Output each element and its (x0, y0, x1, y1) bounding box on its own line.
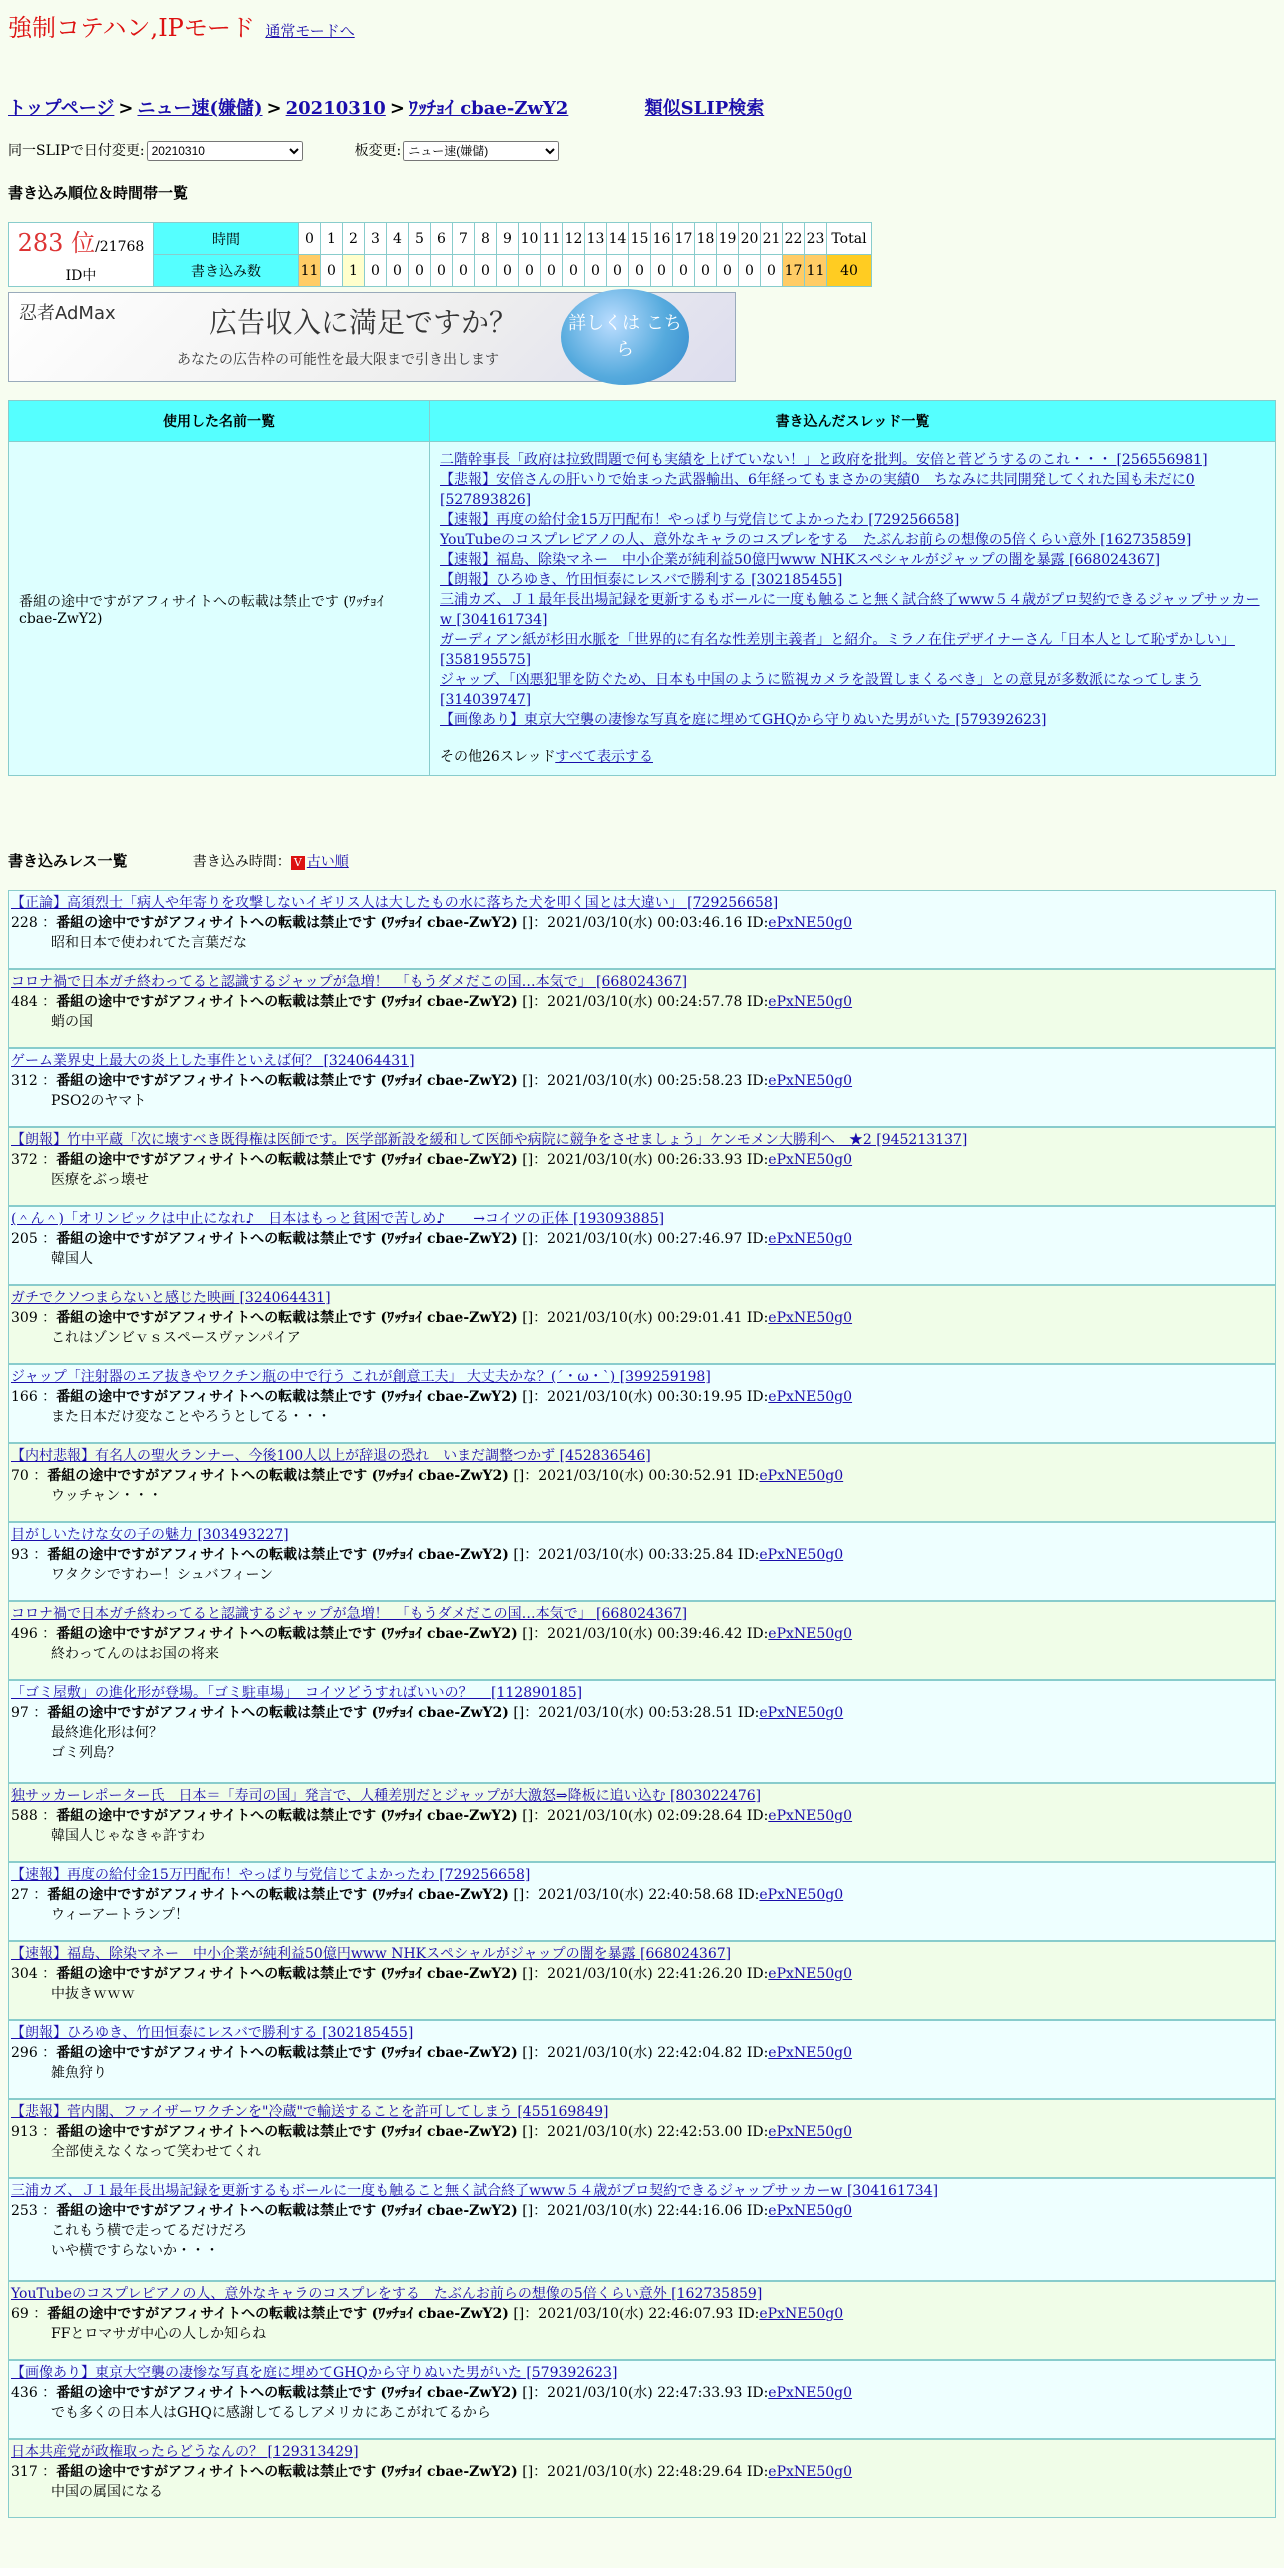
ad-logo: 忍者AdMax (19, 303, 116, 324)
response-trip: (ﾜｯﾁｮｲ cbae-ZwY2) (371, 1887, 509, 1903)
response-meta: 913 ：番組の途中ですがアフィサイトへの転載は禁止です (ﾜｯﾁｮｲ cbae-ZwY2) []：2021/03/10(水) 22:42:53.00 ID:ePxNE50g0 (11, 2124, 853, 2140)
response-time: 2021/03/10(水) 00:53:28.51 (538, 1705, 734, 1721)
response-time: 2021/03/10(水) 00:33:25.84 (538, 1547, 734, 1563)
response-thread-link[interactable]: 独サッカーレポーター氏 日本＝「寿司の国」発言で、人種差別だとジャップが大激怒⇒降板に追い込む [803022476] (11, 1788, 762, 1804)
response-number: 253 (11, 2203, 38, 2219)
hour-cell: 17 (673, 223, 695, 255)
response-time: 2021/03/10(水) 02:09:28.64 (547, 1808, 743, 1824)
rank-table (8, 222, 872, 287)
response-time: 2021/03/10(水) 00:26:33.93 (547, 1152, 743, 1168)
response-number: 312 (11, 1073, 38, 1089)
more-threads-count: その他26スレッド (440, 749, 556, 765)
response-body: 韓国人 (51, 1251, 93, 1267)
response-id-link[interactable]: ePxNE50g0 (759, 2306, 844, 2322)
mode-title: 強制コテハン,IPモード (8, 14, 255, 42)
response-trip: (ﾜｯﾁｮｲ cbae-ZwY2) (371, 1705, 509, 1721)
response-body: 全部使えなくなって笑わせてくれ (51, 2144, 261, 2160)
hour-cell: 8 (475, 223, 497, 255)
response-trip: (ﾜｯﾁｮｲ cbae-ZwY2) (380, 1389, 518, 1405)
response-id-link[interactable]: ePxNE50g0 (768, 915, 853, 931)
response-meta: 205 ：番組の途中ですがアフィサイトへの転載は禁止です (ﾜｯﾁｮｲ cbae-ZwY2) []：2021/03/10(水) 00:27:46.97 ID:ePxNE50g0 (11, 1231, 853, 1247)
response-thread-link[interactable]: ゲーム業界史上最大の炎上した事件といえば何？ [324064431] (11, 1053, 415, 1069)
response-thread-link[interactable]: ジャップ「注射器のエア抜きやワクチン瓶の中で行う これが創意工夫」 大丈夫かな？(´・ω・`) [399259198] (11, 1369, 711, 1385)
response-body: これもう横で走ってるだけだろ いや横ですらないか・・・ (51, 2223, 247, 2259)
ad-subtext: あなたの広告枠の可能性を最大限まで引き出します (177, 352, 499, 368)
count-cell: 0 (629, 255, 651, 287)
response-thread-link[interactable]: 【速報】福島、除染マネー 中小企業が純利益50億円www NHKスペシャルがジャップの闇を暴露 [668024367] (11, 1946, 732, 1962)
response-id-link[interactable]: ePxNE50g0 (768, 1152, 853, 1168)
hour-cell: 2 (343, 223, 365, 255)
response-author: 番組の途中ですがアフィサイトへの転載は禁止です (47, 1547, 368, 1563)
count-cell: 0 (519, 255, 541, 287)
response-trip: (ﾜｯﾁｮｲ cbae-ZwY2) (380, 1966, 518, 1982)
response-trip: (ﾜｯﾁｮｲ cbae-ZwY2) (380, 2203, 518, 2219)
response-author: 番組の途中ですがアフィサイトへの転載は禁止です (56, 994, 377, 1010)
hour-cell: 7 (453, 223, 475, 255)
response-body: 雑魚狩り (51, 2065, 107, 2081)
hour-cell: 15 (629, 223, 651, 255)
response-meta: 97 ：番組の途中ですがアフィサイトへの転載は禁止です (ﾜｯﾁｮｲ cbae-ZwY2) []：2021/03/10(水) 00:53:28.51 ID:ePxNE50g0 (11, 1705, 844, 1721)
count-cell: 11 (299, 255, 321, 287)
response-id-link[interactable]: ePxNE50g0 (768, 2124, 853, 2140)
response-number: 27 (11, 1887, 29, 1903)
ad-details-label: 詳しくは こちら (568, 313, 682, 360)
response-time: 2021/03/10(水) 22:40:58.68 (538, 1887, 734, 1903)
thread-link[interactable]: 【速報】福島、除染マネー 中小企業が純利益50億円www NHKスペシャルがジャップの闇を暴露 [668024367] (440, 552, 1161, 568)
response-thread-link[interactable]: 【速報】再度の給付金15万円配布！やっぱり与党信じてよかったわ [729256658] (11, 1867, 531, 1883)
response-id-link[interactable]: ePxNE50g0 (768, 1231, 853, 1247)
date-select[interactable] (147, 141, 303, 161)
hour-cell: 4 (387, 223, 409, 255)
hour-cell: 21 (761, 223, 783, 255)
response-author: 番組の途中ですがアフィサイトへの転載は禁止です (56, 1231, 377, 1247)
response-id-link[interactable]: ePxNE50g0 (768, 1966, 853, 1982)
response-id-link[interactable]: ePxNE50g0 (768, 2464, 853, 2480)
response-time: 2021/03/10(水) 00:30:19.95 (547, 1389, 743, 1405)
response-id-link[interactable]: ePxNE50g0 (768, 1073, 853, 1089)
response-item (8, 1285, 1276, 1364)
response-body: PSO2のヤマト (51, 1093, 147, 1109)
response-item (8, 1941, 1276, 2020)
response-trip: (ﾜｯﾁｮｲ cbae-ZwY2) (371, 1468, 509, 1484)
count-cell: 0 (607, 255, 629, 287)
response-number: 69 (11, 2306, 29, 2322)
response-number: 588 (11, 1808, 38, 1824)
response-item (8, 1443, 1276, 1522)
hour-cell: 9 (497, 223, 519, 255)
response-number: 317 (11, 2464, 38, 2480)
response-meta: 436 ：番組の途中ですがアフィサイトへの転載は禁止です (ﾜｯﾁｮｲ cbae-ZwY2) []：2021/03/10(水) 22:47:33.93 ID:ePxNE50g0 (11, 2385, 853, 2401)
count-label: 書き込み数 (154, 255, 299, 287)
response-id-link[interactable]: ePxNE50g0 (768, 994, 853, 1010)
normal-mode-link[interactable]: 通常モードへ (265, 22, 355, 40)
response-id-link[interactable]: ePxNE50g0 (768, 1626, 853, 1642)
order-label: 書き込み時間： (192, 854, 291, 870)
response-meta: 70 ：番組の途中ですがアフィサイトへの転載は禁止です (ﾜｯﾁｮｲ cbae-ZwY2) []：2021/03/10(水) 00:30:52.91 ID:ePxNE50g0 (11, 1468, 844, 1484)
response-number: 309 (11, 1310, 38, 1326)
selectors-bar (8, 140, 559, 161)
response-id-link[interactable]: ePxNE50g0 (759, 1547, 844, 1563)
response-body: FFとロマサガ中心の人しか知らね (51, 2326, 267, 2342)
hour-cell: 19 (717, 223, 739, 255)
response-body: 中国の属国になる (51, 2484, 163, 2500)
response-body: 最終進化形は何？ ゴミ列島？ (51, 1725, 163, 1761)
response-item (8, 1364, 1276, 1443)
hour-cell: 1 (321, 223, 343, 255)
response-thread-link[interactable]: 【正論】高須烈士「病人や年寄りを攻撃しないイギリス人は大したもの水に落ちた犬を叩く国とは大違い」 [729256658] (11, 895, 779, 911)
response-body: 昭和日本で使われてた言葉だな (51, 935, 247, 951)
response-body: 医療をぶっ壊せ (51, 1172, 149, 1188)
count-cell: 0 (585, 255, 607, 287)
response-meta: 93 ：番組の途中ですがアフィサイトへの転載は禁止です (ﾜｯﾁｮｲ cbae-ZwY2) []：2021/03/10(水) 00:33:25.84 ID:ePxNE50g0 (11, 1547, 844, 1563)
response-meta: 253 ：番組の途中ですがアフィサイトへの転載は禁止です (ﾜｯﾁｮｲ cbae-ZwY2) []：2021/03/10(水) 22:44:16.06 ID:ePxNE50g0 (11, 2203, 853, 2219)
response-thread-link[interactable]: 【朗報】ひろゆき、竹田恒泰にレスバで勝利する [302185455] (11, 2025, 414, 2041)
hour-cell: 13 (585, 223, 607, 255)
response-meta: 588 ：番組の途中ですがアフィサイトへの転載は禁止です (ﾜｯﾁｮｲ cbae-ZwY2) []：2021/03/10(水) 02:09:28.64 ID:ePxNE50g0 (11, 1808, 853, 1824)
response-time: 2021/03/10(水) 00:03:46.16 (547, 915, 743, 931)
response-meta: 296 ：番組の途中ですがアフィサイトへの転載は禁止です (ﾜｯﾁｮｲ cbae-ZwY2) []：2021/03/10(水) 22:42:04.82 ID:ePxNE50g0 (11, 2045, 853, 2061)
response-trip: (ﾜｯﾁｮｲ cbae-ZwY2) (380, 2045, 518, 2061)
responses-heading: 書き込みレス一覧 (8, 852, 128, 870)
response-item (8, 890, 1276, 969)
response-trip: (ﾜｯﾁｮｲ cbae-ZwY2) (380, 1152, 518, 1168)
breadcrumb-board[interactable]: ニュー速(嫌儲) (137, 98, 263, 119)
response-thread-link[interactable]: 日本共産党が政権取ったらどうなんの？ [129313429] (11, 2444, 359, 2460)
hour-cell: 6 (431, 223, 453, 255)
count-cell: 1 (343, 255, 365, 287)
response-time: 2021/03/10(水) 22:47:33.93 (547, 2385, 743, 2401)
response-time: 2021/03/10(水) 22:44:16.06 (547, 2203, 743, 2219)
response-meta: 312 ：番組の途中ですがアフィサイトへの転載は禁止です (ﾜｯﾁｮｲ cbae-ZwY2) []：2021/03/10(水) 00:25:58.23 ID:ePxNE50g0 (11, 1073, 853, 1089)
response-number: 496 (11, 1626, 38, 1642)
response-time: 2021/03/10(水) 22:41:26.20 (547, 1966, 743, 1982)
response-author: 番組の途中ですがアフィサイトへの転載は禁止です (47, 1887, 368, 1903)
response-thread-link[interactable]: 【朗報】竹中平蔵「次に壊すべき既得権は医師です。医学部新設を緩和して医師や病院に競争をさせましょう」ケンモメン大勝利へ ★2 [945213137] (11, 1132, 968, 1148)
thread-link[interactable]: 【悲報】安倍さんの肝いりで始まった武器輸出、6年経ってもまさかの実績0 ちなみに共同開発してくれた国も未だに0 [527893826] (440, 472, 1195, 508)
response-list (8, 890, 1276, 2518)
page-header (8, 8, 355, 43)
thread-link[interactable]: 三浦カズ、Ｊ１最年長出場記録を更新するもボールに一度も触ること無く試合終了www５４歳がプロ契約できるジャップサッカーw [304161734] (440, 592, 1260, 628)
ad-headline: 広告収入に満足ですか？ (209, 306, 518, 339)
response-trip: (ﾜｯﾁｮｲ cbae-ZwY2) (371, 2306, 509, 2322)
response-id-link[interactable]: ePxNE50g0 (768, 1310, 853, 1326)
response-author: 番組の途中ですがアフィサイトへの転載は禁止です (56, 1808, 377, 1824)
response-time: 2021/03/10(水) 00:27:46.97 (547, 1231, 743, 1247)
time-label: 時間 (154, 223, 299, 255)
response-author: 番組の途中ですがアフィサイトへの転載は禁止です (56, 2124, 377, 2140)
response-number: 93 (11, 1547, 29, 1563)
response-time: 2021/03/10(水) 22:42:04.82 (547, 2045, 743, 2061)
response-item (8, 1862, 1276, 1941)
ad-details-button[interactable] (561, 289, 689, 385)
response-thread-link[interactable]: YouTubeのコスプレピアノの人、意外なキャラのコスプレをする たぶんお前らの想像の5倍くらい意外 [162735859] (11, 2286, 763, 2302)
hour-cell-total: Total (827, 223, 872, 255)
response-id-link[interactable]: ePxNE50g0 (768, 1389, 853, 1405)
thread-link[interactable]: YouTubeのコスプレピアノの人、意外なキャラのコスプレをする たぶんお前らの想像の5倍くらい意外 [162735859] (440, 532, 1192, 548)
response-item (8, 1783, 1276, 1862)
response-item (8, 1601, 1276, 1680)
response-author: 番組の途中ですがアフィサイトへの転載は禁止です (47, 1468, 368, 1484)
count-cell: 11 (805, 255, 827, 287)
response-item (8, 2439, 1276, 2518)
response-meta: 166 ：番組の途中ですがアフィサイトへの転載は禁止です (ﾜｯﾁｮｲ cbae-ZwY2) []：2021/03/10(水) 00:30:19.95 ID:ePxNE50g0 (11, 1389, 853, 1405)
response-trip: (ﾜｯﾁｮｲ cbae-ZwY2) (380, 915, 518, 931)
response-body: 終わってんのはお国の将来 (51, 1646, 219, 1662)
rank-value: 283 位 (17, 229, 96, 257)
hour-cell: 12 (563, 223, 585, 255)
rank-cell (9, 223, 154, 287)
response-thread-link[interactable]: 【画像あり】東京大空襲の凄惨な写真を庭に埋めてGHQから守りぬいた男がいた [579392623] (11, 2365, 618, 2381)
response-author: 番組の途中ですがアフィサイトへの転載は禁止です (56, 1389, 377, 1405)
response-author: 番組の途中ですがアフィサイトへの転載は禁止です (56, 915, 377, 931)
order-control (193, 854, 349, 870)
count-cell: 0 (431, 255, 453, 287)
breadcrumb-name[interactable]: ﾜｯﾁｮｲ cbae-ZwY2 (408, 98, 569, 119)
responses-heading-bar (8, 850, 349, 871)
thread-link[interactable]: 二階幹事長「政府は拉致問題で何も実績を上げていない！」と政府を批判。安倍と菅どうするのこれ・・・ [256556981] (440, 452, 1208, 468)
count-cell: 0 (739, 255, 761, 287)
response-number: 484 (11, 994, 38, 1010)
response-item (8, 1048, 1276, 1127)
response-meta: 304 ：番組の途中ですがアフィサイトへの転載は禁止です (ﾜｯﾁｮｲ cbae-ZwY2) []：2021/03/10(水) 22:41:26.20 ID:ePxNE50g0 (11, 1966, 853, 1982)
response-id-link[interactable]: ePxNE50g0 (768, 2203, 853, 2219)
response-id-link[interactable]: ePxNE50g0 (759, 1887, 844, 1903)
breadcrumb-date[interactable]: 20210310 (285, 98, 386, 119)
response-meta: 484 ：番組の途中ですがアフィサイトへの転載は禁止です (ﾜｯﾁｮｲ cbae-ZwY2) []：2021/03/10(水) 00:24:57.78 ID:ePxNE50g0 (11, 994, 853, 1010)
response-time: 2021/03/10(水) 22:42:53.00 (547, 2124, 743, 2140)
response-author: 番組の途中ですがアフィサイトへの転載は禁止です (56, 2045, 377, 2061)
response-thread-link[interactable]: 三浦カズ、Ｊ１最年長出場記録を更新するもボールに一度も触ること無く試合終了www５４歳がプロ契約できるジャップサッカーw [304161734] (11, 2183, 939, 2199)
thread-list (430, 442, 1276, 776)
count-cell: 0 (541, 255, 563, 287)
thread-link[interactable]: 【朗報】ひろゆき、竹田恒泰にレスバで勝利する [302185455] (440, 572, 843, 588)
hour-cell: 10 (519, 223, 541, 255)
response-time: 2021/03/10(水) 22:46:07.93 (538, 2306, 734, 2322)
response-item (8, 2099, 1276, 2178)
response-id-link[interactable]: ePxNE50g0 (759, 1468, 844, 1484)
hour-cell: 5 (409, 223, 431, 255)
response-number: 304 (11, 1966, 38, 1982)
count-cell: 0 (563, 255, 585, 287)
count-cell: 0 (673, 255, 695, 287)
count-cell: 0 (761, 255, 783, 287)
breadcrumb: トップページ > ニュー速(嫌儲) > 20210310 > ﾜｯﾁｮｲ cbae-ZwY2 類似SLIP検索 (8, 98, 765, 119)
response-meta: 317 ：番組の途中ですがアフィサイトへの転載は禁止です (ﾜｯﾁｮｲ cbae-ZwY2) []：2021/03/10(水) 22:48:29.64 ID:ePxNE50g0 (11, 2464, 853, 2480)
response-id-link[interactable]: ePxNE50g0 (768, 2045, 853, 2061)
response-author: 番組の途中ですがアフィサイトへの転載は禁止です (56, 1626, 377, 1642)
hour-cell: 14 (607, 223, 629, 255)
rank-total: /21768 ID中 (65, 239, 145, 284)
response-thread-link[interactable]: (＾ん＾)「オリンピックは中止になれ♪ 日本はもっと貧困で苦しめ♪ →コイツの正体 [193093885] (11, 1211, 665, 1227)
response-thread-link[interactable]: ガチでクソつまらないと感じた映画 [324064431] (11, 1290, 331, 1306)
hour-cell: 16 (651, 223, 673, 255)
response-item (8, 1206, 1276, 1285)
response-meta: 228 ：番組の途中ですがアフィサイトへの転載は禁止です (ﾜｯﾁｮｲ cbae-ZwY2) []：2021/03/10(水) 00:03:46.16 ID:ePxNE50g0 (11, 915, 853, 931)
response-meta: 496 ：番組の途中ですがアフィサイトへの転載は禁止です (ﾜｯﾁｮｲ cbae-ZwY2) []：2021/03/10(水) 00:39:46.42 ID:ePxNE50g0 (11, 1626, 853, 1642)
count-cell: 0 (717, 255, 739, 287)
response-item (8, 2178, 1276, 2281)
used-name: 番組の途中ですがアフィサイトへの転載は禁止です (ﾜｯﾁｮｲ cbae-ZwY2) (9, 442, 430, 776)
thread-link[interactable]: 【速報】再度の給付金15万円配布！やっぱり与党信じてよかったわ [729256658] (440, 512, 960, 528)
response-trip: (ﾜｯﾁｮｲ cbae-ZwY2) (380, 2124, 518, 2140)
response-number: 296 (11, 2045, 38, 2061)
count-cell: 0 (497, 255, 519, 287)
response-time: 2021/03/10(水) 00:39:46.42 (547, 1626, 743, 1642)
count-cell: 17 (783, 255, 805, 287)
names-header: 使用した名前一覧 (9, 401, 430, 442)
response-thread-link[interactable]: 「ゴミ屋敷」の進化形が登場。「ゴミ駐車場」 コイツどうすればいいの？ [112890185] (11, 1685, 583, 1701)
response-body: でも多くの日本人はGHQに感謝してるしアメリカにあこがれてるから (51, 2405, 491, 2421)
response-item (8, 1127, 1276, 1206)
response-body: ウィーアートランプ！ (51, 1907, 190, 1923)
response-body: 中抜きｗｗｗ (51, 1986, 135, 2002)
response-author: 番組の途中ですがアフィサイトへの転載は禁止です (56, 1966, 377, 1982)
response-trip: (ﾜｯﾁｮｲ cbae-ZwY2) (371, 1547, 509, 1563)
response-body: ワタクシですわー！シュバフィーン (51, 1567, 274, 1583)
response-meta: 372 ：番組の途中ですがアフィサイトへの転載は禁止です (ﾜｯﾁｮｲ cbae-ZwY2) []：2021/03/10(水) 00:26:33.93 ID:ePxNE50g0 (11, 1152, 853, 1168)
rank-heading: 書き込み順位＆時間帯一覧 (8, 184, 189, 202)
response-author: 番組の途中ですがアフィサイトへの転載は禁止です (56, 1073, 377, 1089)
count-cell: 0 (453, 255, 475, 287)
count-cell: 0 (365, 255, 387, 287)
sort-v-icon: V (291, 856, 305, 870)
response-author: 番組の途中ですがアフィサイトへの転載は禁止です (56, 1310, 377, 1326)
thread-link[interactable]: ガーディアン紙が杉田水脈を「世界的に有名な性差別主義者」と紹介。ミラノ在住デザイナーさん「日本人として恥ずかしい」 [358195575] (440, 632, 1235, 668)
breadcrumb-top[interactable]: トップページ (8, 98, 115, 119)
show-all-threads-link[interactable]: すべて表示する (555, 749, 653, 765)
response-body: また日本だけ変なことやろうとしてる・・・ (51, 1409, 331, 1425)
hour-cell: 22 (783, 223, 805, 255)
response-item (8, 1680, 1276, 1783)
count-cell: 0 (695, 255, 717, 287)
response-author: 番組の途中ですがアフィサイトへの転載は禁止です (47, 1705, 368, 1721)
response-id-link[interactable]: ePxNE50g0 (768, 1808, 853, 1824)
response-thread-link[interactable]: 目がしいたけな女の子の魅力 [303493227] (11, 1527, 289, 1543)
response-body: 韓国人じゃなきゃ許すわ (51, 1828, 205, 1844)
response-time: 2021/03/10(水) 00:29:01.41 (547, 1310, 743, 1326)
response-number: 228 (11, 915, 38, 931)
response-number: 913 (11, 2124, 38, 2140)
more-threads (440, 746, 1265, 767)
response-trip: (ﾜｯﾁｮｲ cbae-ZwY2) (380, 1626, 518, 1642)
response-trip: (ﾜｯﾁｮｲ cbae-ZwY2) (380, 1808, 518, 1824)
response-meta: 309 ：番組の途中ですがアフィサイトへの転載は禁止です (ﾜｯﾁｮｲ cbae-ZwY2) []：2021/03/10(水) 00:29:01.41 ID:ePxNE50g0 (11, 1310, 853, 1326)
response-item (8, 2020, 1276, 2099)
hour-cell: 0 (299, 223, 321, 255)
similar-slip-search-link[interactable]: 類似SLIP検索 (644, 98, 765, 119)
response-trip: (ﾜｯﾁｮｲ cbae-ZwY2) (380, 994, 518, 1010)
threads-header: 書き込んだスレッド一覧 (430, 401, 1276, 442)
response-author: 番組の途中ですがアフィサイトへの転載は禁止です (56, 1152, 377, 1168)
response-author: 番組の途中ですがアフィサイトへの転載は禁止です (47, 2306, 368, 2322)
count-cell: 0 (387, 255, 409, 287)
response-trip: (ﾜｯﾁｮｲ cbae-ZwY2) (380, 1073, 518, 1089)
response-body: これはゾンビｖｓスペースヴァンパイア (51, 1330, 301, 1346)
response-author: 番組の途中ですがアフィサイトへの転載は禁止です (56, 2203, 377, 2219)
response-number: 205 (11, 1231, 38, 1247)
response-trip: (ﾜｯﾁｮｲ cbae-ZwY2) (380, 2464, 518, 2480)
hour-cell: 11 (541, 223, 563, 255)
hour-cell: 20 (739, 223, 761, 255)
response-trip: (ﾜｯﾁｮｲ cbae-ZwY2) (380, 1231, 518, 1247)
response-thread-link[interactable]: 【悲報】菅内閣、ファイザーワクチンを"冷蔵"で輸送することを許可してしまう [455169849] (11, 2104, 609, 2120)
response-time: 2021/03/10(水) 00:30:52.91 (538, 1468, 734, 1484)
hour-cell: 3 (365, 223, 387, 255)
response-number: 372 (11, 1152, 38, 1168)
response-time: 2021/03/10(水) 00:25:58.23 (547, 1073, 743, 1089)
response-thread-link[interactable]: 【内村悲報】有名人の聖火ランナー、今後100人以上が辞退の恐れ いまだ調整つかず [452836546] (11, 1448, 651, 1464)
response-item (8, 1522, 1276, 1601)
thread-link[interactable]: 【画像あり】東京大空襲の凄惨な写真を庭に埋めてGHQから守りぬいた男がいた [579392623] (440, 712, 1047, 728)
response-item (8, 2360, 1276, 2439)
date-change-label: 同一SLIPで日付変更: (8, 143, 145, 159)
response-meta: 69 ：番組の途中ですがアフィサイトへの転載は禁止です (ﾜｯﾁｮｲ cbae-ZwY2) []：2021/03/10(水) 22:46:07.93 ID:ePxNE50g0 (11, 2306, 844, 2322)
response-author: 番組の途中ですがアフィサイトへの転載は禁止です (56, 2385, 377, 2401)
response-trip: (ﾜｯﾁｮｲ cbae-ZwY2) (380, 1310, 518, 1326)
response-time: 2021/03/10(水) 00:24:57.78 (547, 994, 743, 1010)
oldest-first-link[interactable]: 古い順 (306, 854, 349, 870)
count-cell: 0 (475, 255, 497, 287)
response-number: 436 (11, 2385, 38, 2401)
count-cell-total: 40 (827, 255, 872, 287)
count-cell: 0 (321, 255, 343, 287)
board-change-label: 板変更: (354, 143, 402, 159)
response-body: 蛸の国 (51, 1014, 93, 1030)
response-item (8, 969, 1276, 1048)
response-meta: 27 ：番組の途中ですがアフィサイトへの転載は禁止です (ﾜｯﾁｮｲ cbae-ZwY2) []：2021/03/10(水) 22:40:58.68 ID:ePxNE50g0 (11, 1887, 844, 1903)
response-number: 166 (11, 1389, 38, 1405)
response-id-link[interactable]: ePxNE50g0 (768, 2385, 853, 2401)
names-threads-table (8, 400, 1276, 776)
count-cell: 0 (651, 255, 673, 287)
hour-cell: 23 (805, 223, 827, 255)
response-thread-link[interactable]: コロナ禍で日本ガチ終わってると認識するジャップが急増！ 「もうダメだこの国…本気で」 [668024367] (11, 1606, 688, 1622)
count-cell: 0 (409, 255, 431, 287)
response-author: 番組の途中ですがアフィサイトへの転載は禁止です (56, 2464, 377, 2480)
response-number: 97 (11, 1705, 29, 1721)
response-time: 2021/03/10(水) 22:48:29.64 (547, 2464, 743, 2480)
response-id-link[interactable]: ePxNE50g0 (759, 1705, 844, 1721)
hour-cell: 18 (695, 223, 717, 255)
response-number: 70 (11, 1468, 29, 1484)
response-thread-link[interactable]: コロナ禍で日本ガチ終わってると認識するジャップが急増！ 「もうダメだこの国…本気で」 [668024367] (11, 974, 688, 990)
response-trip: (ﾜｯﾁｮｲ cbae-ZwY2) (380, 2385, 518, 2401)
response-item (8, 2281, 1276, 2360)
response-body: ウッチャン・・・ (51, 1488, 163, 1504)
board-select[interactable] (403, 141, 559, 161)
thread-link[interactable]: ジャップ、「凶悪犯罪を防ぐため、日本も中国のように監視カメラを設置しまくるべき」との意見が多数派になってしまう [314039747] (440, 672, 1202, 708)
ad-banner[interactable] (8, 292, 736, 382)
